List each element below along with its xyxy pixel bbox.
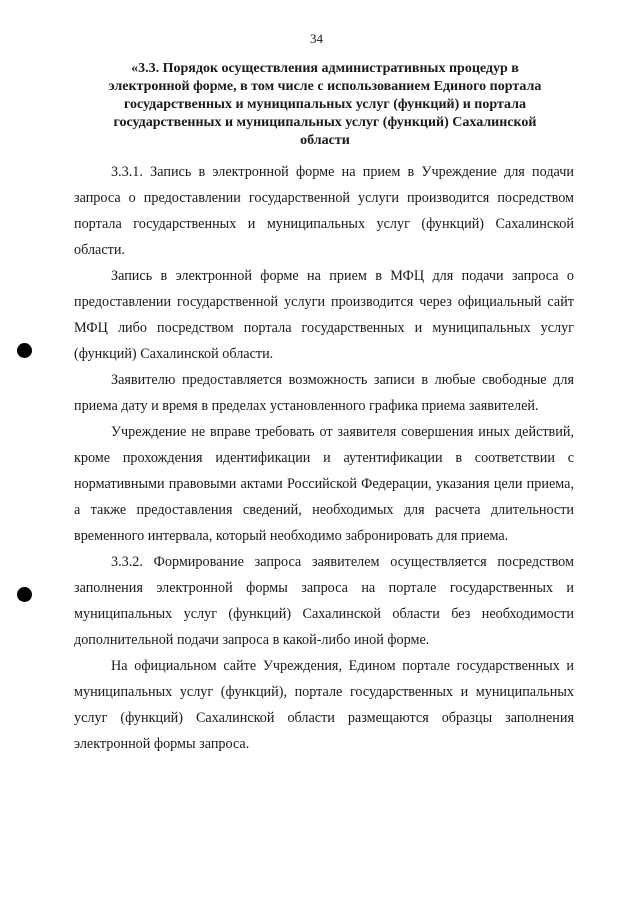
paragraph-4: Учреждение не вправе требовать от заявителя совершения иных действий, кроме прохождения идентификации и аутентификации в соответствии с нормативными правовыми актами Российской Федерации, указания цели приема, а также предоставления сведений, необходимых для расчета длительности временного интервала, который необходимо забронировать для приема. bbox=[74, 424, 574, 544]
section-heading: «3.3. Порядок осуществления административных процедур в электронной форме, в том числе с использованием Единого портала государственных и муниципальных услуг (функций) и портала государственных и муниципальных услуг (функций) Сахалинской области bbox=[108, 61, 542, 148]
paragraph-3: Заявителю предоставляется возможность записи в любые свободные для приема дату и время в пределах установленного графика приема заявителей. bbox=[74, 372, 574, 414]
document-body bbox=[74, 159, 574, 757]
paragraph-1: 3.3.1. Запись в электронной форме на прием в Учреждение для подачи запроса о предоставлении государственной услуги производится посредством портала государственных и муниципальных услуг (функций) Сахалинской области. bbox=[74, 164, 574, 258]
page-number: 34 bbox=[310, 31, 323, 46]
paragraph-2: Запись в электронной форме на прием в МФЦ для подачи запроса о предоставлении государственной услуги производится через официальный сайт МФЦ либо посредством портала государственных и муниципальных услуг (функций) Сахалинской области. bbox=[74, 268, 574, 362]
punch-hole-mark bbox=[17, 587, 32, 602]
punch-hole-mark bbox=[17, 343, 32, 358]
paragraph-6: На официальном сайте Учреждения, Едином портале государственных и муниципальных услуг (функций), портале государственных и муниципальных услуг (функций) Сахалинской области размещаются образцы заполнения электронной формы запроса. bbox=[74, 658, 574, 752]
paragraph-5: 3.3.2. Формирование запроса заявителем осуществляется посредством заполнения электронной формы запроса на портале государственных и муниципальных услуг (функций) Сахалинской области без необходимости дополнительной подачи запроса в какой-либо иной форме. bbox=[74, 554, 574, 648]
